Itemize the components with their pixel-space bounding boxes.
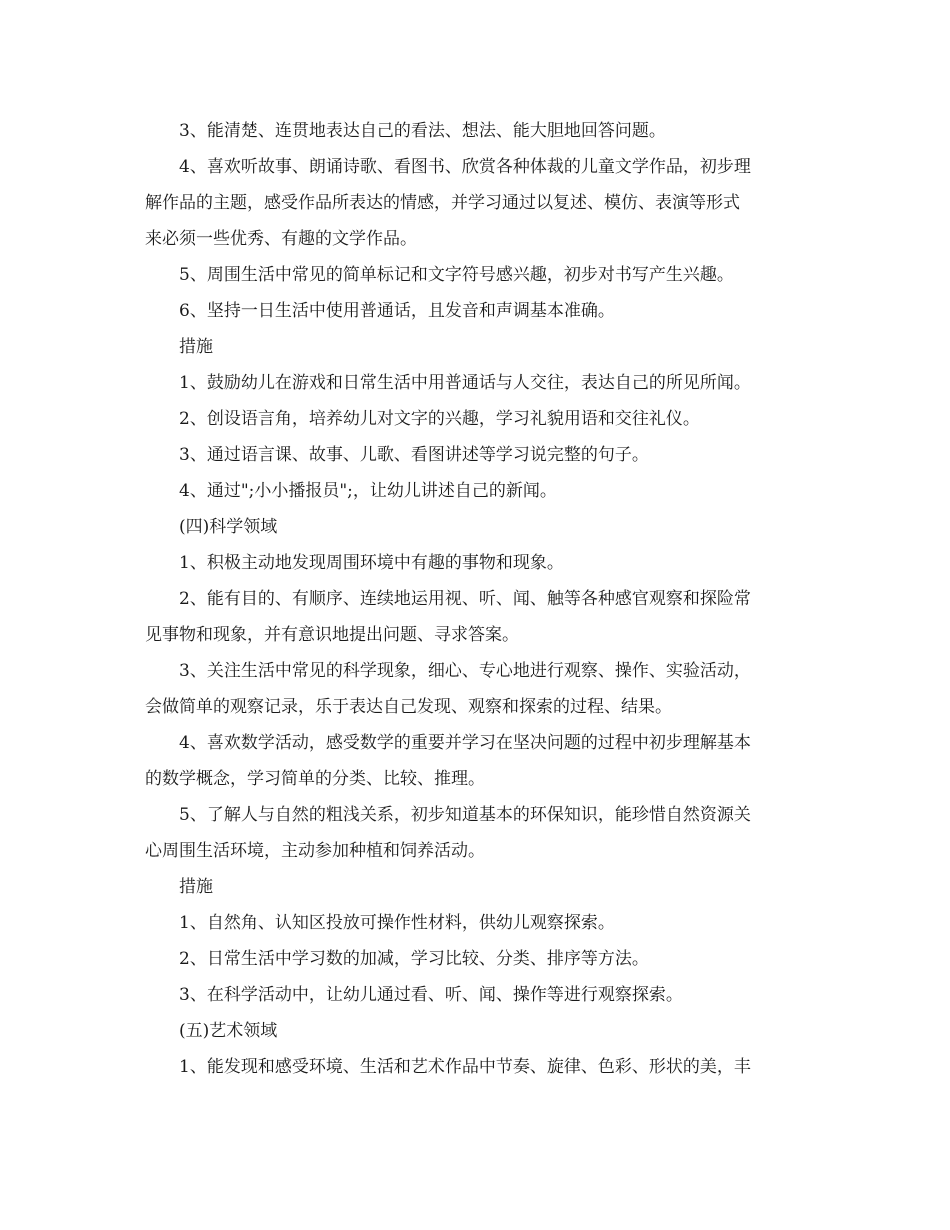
document-page: [145, 113, 815, 1085]
text-line: 措施: [179, 337, 213, 357]
section-heading: [145, 869, 815, 905]
paragraph: [145, 941, 815, 977]
paragraph: [145, 1049, 815, 1085]
text-line: 4、喜欢听故事、朗诵诗歌、看图书、欣赏各种体裁的儿童文学作品，初步理: [179, 157, 751, 177]
text-line: 来必须一些优秀、有趣的文学作品。: [145, 229, 417, 249]
text-line: (五)艺术领域: [179, 1021, 278, 1041]
text-line: (四)科学领域: [179, 517, 278, 537]
text-line: 的数学概念，学习简单的分类、比较、推理。: [145, 769, 485, 789]
text-line: 1、能发现和感受环境、生活和艺术作品中节奏、旋律、色彩、形状的美，丰: [179, 1057, 751, 1077]
paragraph: [145, 257, 815, 293]
paragraph: [145, 437, 815, 473]
text-line: 1、自然角、认知区投放可操作性材料，供幼儿观察探索。: [179, 913, 615, 933]
text-line: 2、创设语言角，培养幼儿对文字的兴趣，学习礼貌用语和交往礼仪。: [179, 409, 700, 429]
section-heading: [145, 1013, 815, 1049]
paragraph: [145, 473, 815, 509]
paragraph: [145, 977, 815, 1013]
text-line: 会做简单的观察记录，乐于表达自己发现、观察和探索的过程、结果。: [145, 697, 672, 717]
text-line: 3、能清楚、连贯地表达自己的看法、想法、能大胆地回答问题。: [179, 121, 666, 141]
paragraph: [145, 365, 815, 401]
paragraph: [145, 401, 815, 437]
text-line: 4、喜欢数学活动，感受数学的重要并学习在坚决问题的过程中初步理解基本: [179, 733, 751, 753]
text-line: 1、积极主动地发现周围环境中有趣的事物和现象。: [179, 553, 564, 573]
paragraph: [145, 905, 815, 941]
text-line: 1、鼓励幼儿在游戏和日常生活中用普通话与人交往，表达自己的所见所闻。: [179, 373, 751, 393]
text-line: 见事物和现象，并有意识地提出问题、寻求答案。: [145, 625, 519, 645]
section-heading: [145, 329, 815, 365]
text-line: 5、周围生活中常见的简单标记和文字符号感兴趣，初步对书写产生兴趣。: [179, 265, 734, 285]
paragraph: [145, 149, 815, 257]
paragraph: [145, 797, 815, 869]
paragraph: [145, 113, 815, 149]
text-line: 2、日常生活中学习数的加减，学习比较、分类、排序等方法。: [179, 949, 649, 969]
text-line: 3、在科学活动中，让幼儿通过看、听、闻、操作等进行观察探索。: [179, 985, 683, 1005]
text-line: 心周围生活环境，主动参加种植和饲养活动。: [145, 841, 485, 861]
paragraph: [145, 653, 815, 725]
text-line: 4、通过";小小播报员";，让幼儿讲述自己的新闻。: [179, 481, 557, 501]
paragraph: [145, 293, 815, 329]
text-line: 6、坚持一日生活中使用普通话，且发音和声调基本准确。: [179, 301, 615, 321]
text-line: 解作品的主题，感受作品所表达的情感，并学习通过以复述、模仿、表演等形式: [145, 193, 740, 213]
paragraph: [145, 545, 815, 581]
paragraph: [145, 725, 815, 797]
paragraph: [145, 581, 815, 653]
text-line: 5、了解人与自然的粗浅关系，初步知道基本的环保知识，能珍惜自然资源关: [179, 805, 751, 825]
text-line: 3、关注生活中常见的科学现象，细心、专心地进行观察、操作、实验活动，: [179, 661, 751, 681]
section-heading: [145, 509, 815, 545]
text-line: 措施: [179, 877, 213, 897]
text-line: 3、通过语言课、故事、儿歌、看图讲述等学习说完整的句子。: [179, 445, 649, 465]
text-line: 2、能有目的、有顺序、连续地运用视、听、闻、触等各种感官观察和探险常: [179, 589, 751, 609]
